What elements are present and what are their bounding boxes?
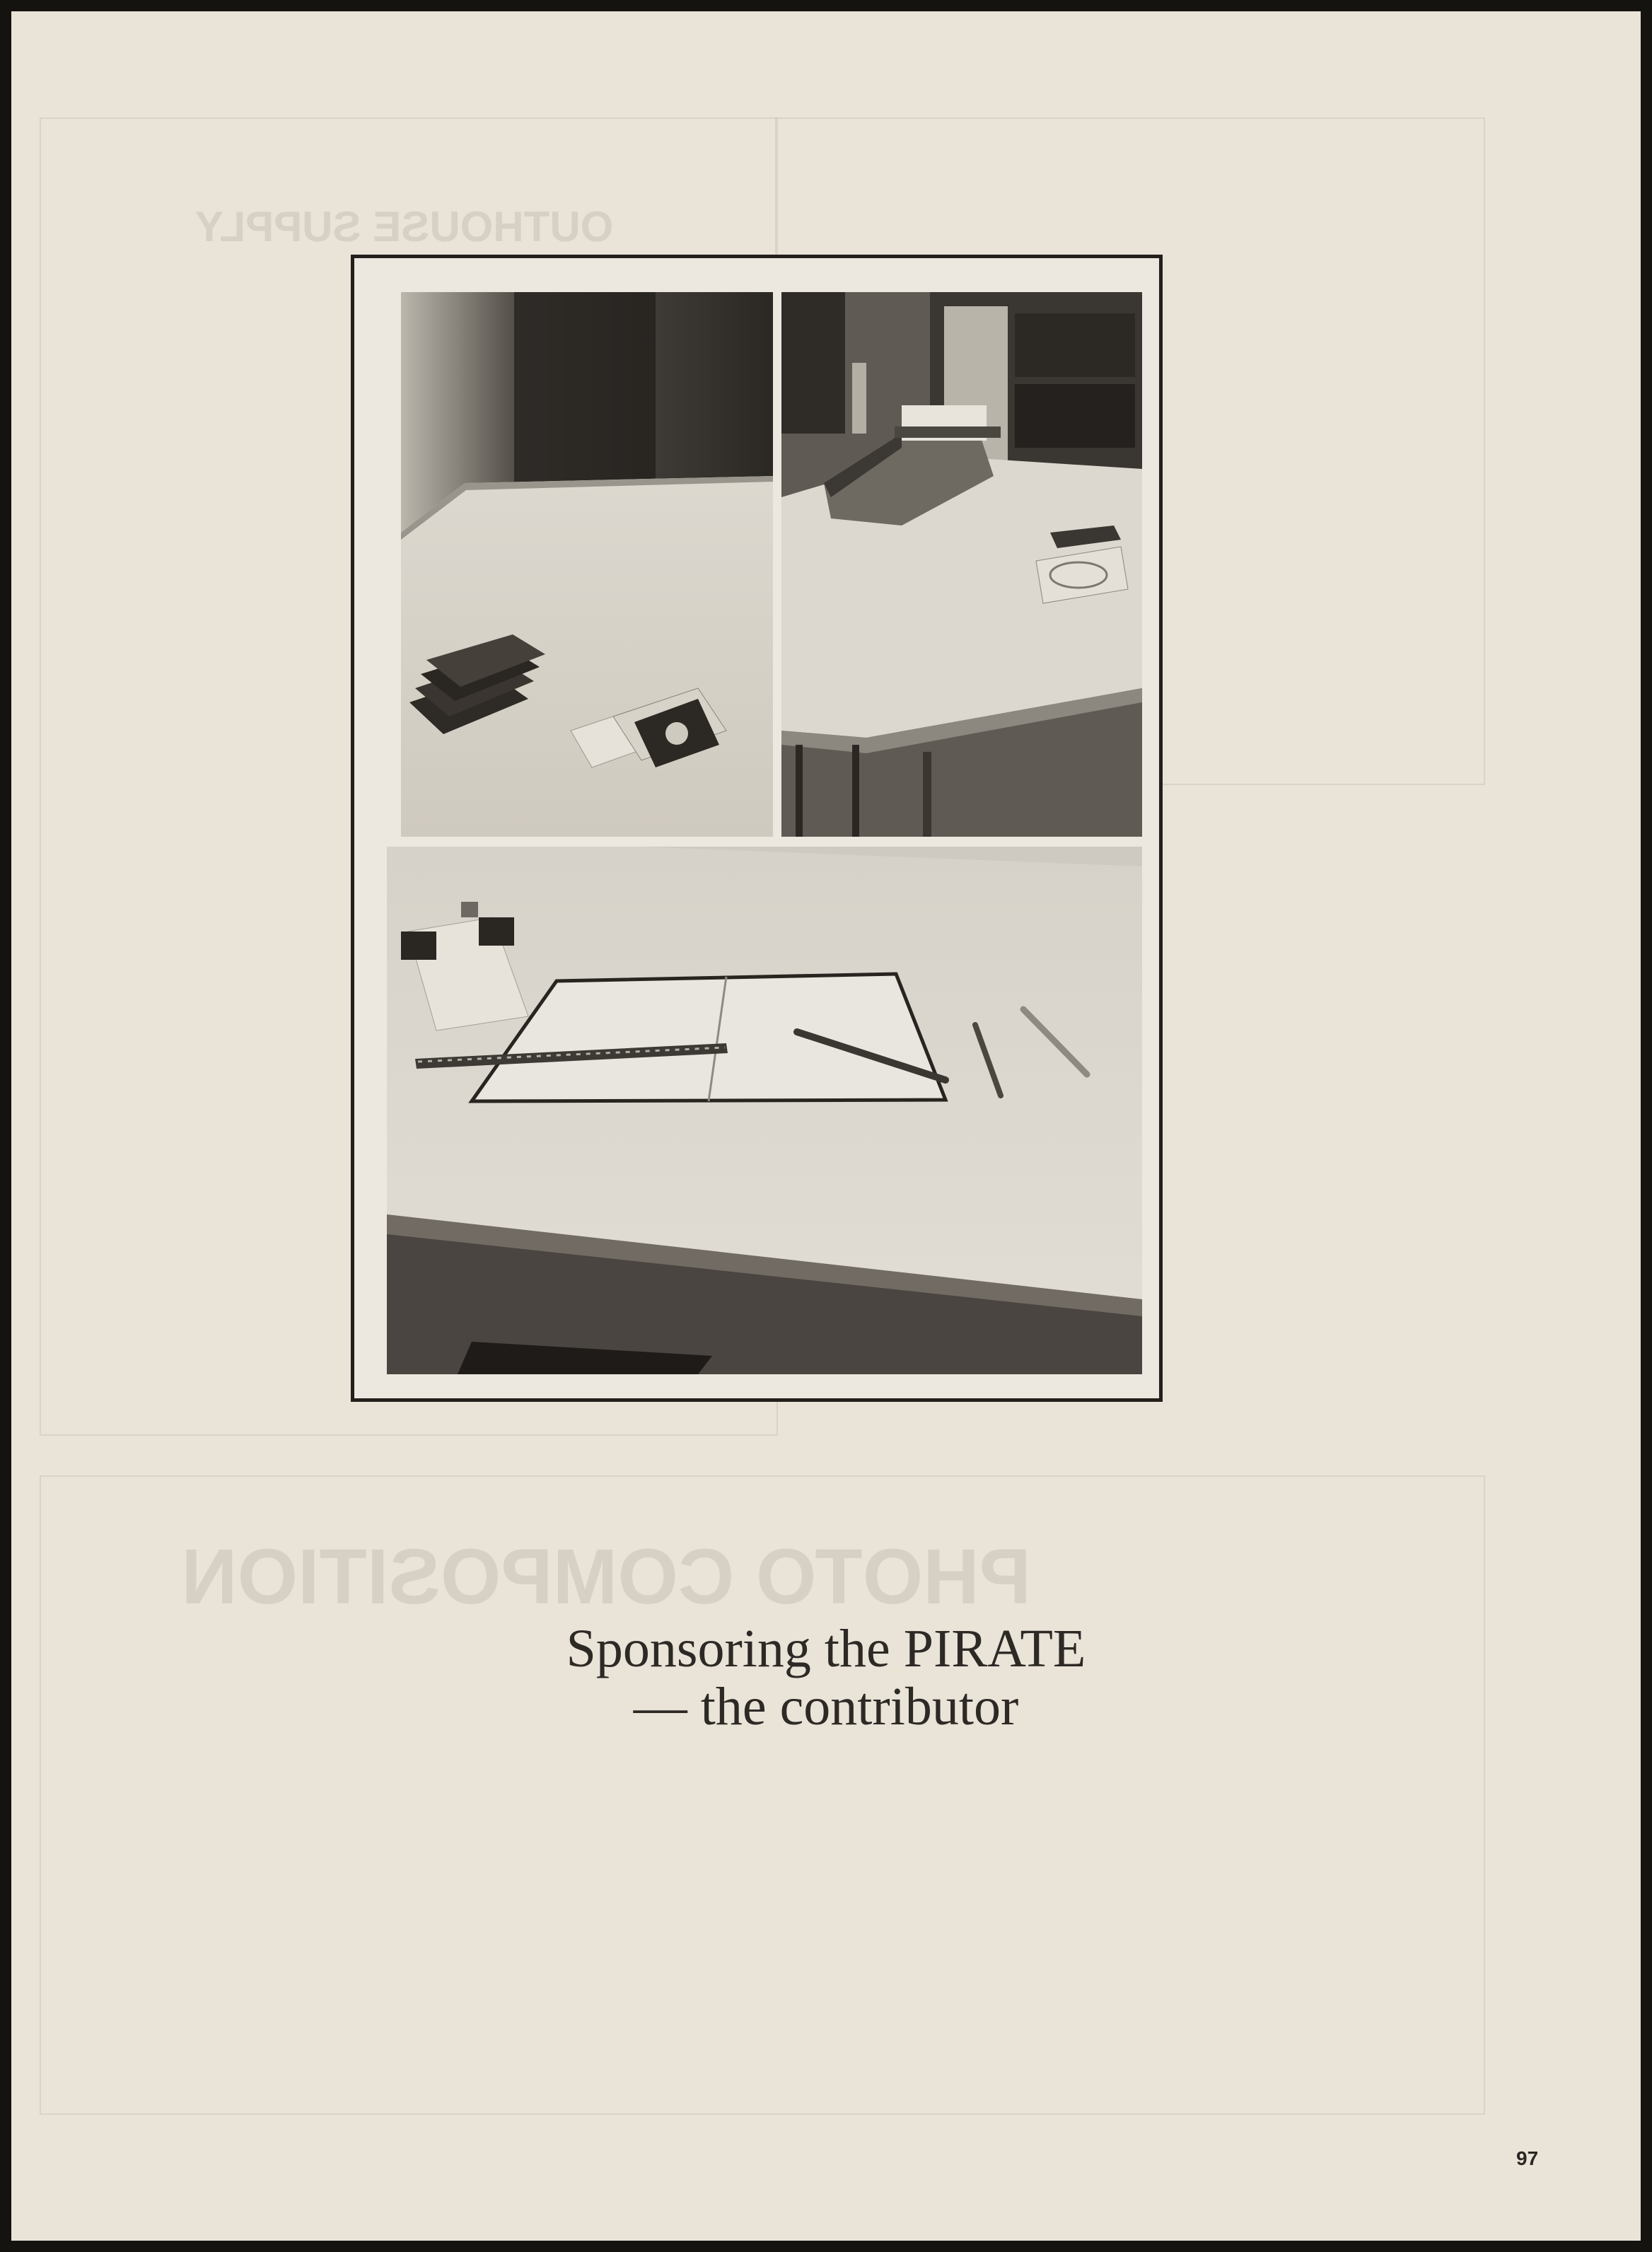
caption-line-1: Sponsoring the PIRATE xyxy=(566,1619,1086,1678)
photo-notebook-image xyxy=(387,847,1142,1374)
photo-typewriter-desk xyxy=(781,292,1142,837)
photo-typewriter-image xyxy=(781,292,1142,837)
photo-collage-frame xyxy=(351,255,1163,1402)
photo-booklets-image xyxy=(401,292,773,837)
caption-line-2: — the contributor xyxy=(633,1677,1019,1736)
photo-table-with-booklets xyxy=(401,292,773,837)
bleed-through-lettering: OUTHOUSE SUPPLY xyxy=(195,203,614,250)
bleed-through-lettering: PHOTO COMPOSITION xyxy=(181,1533,1031,1620)
yearbook-page xyxy=(11,11,1641,2241)
page-number: 97 xyxy=(1516,2147,1539,2169)
photo-notebook-table xyxy=(387,847,1142,1374)
